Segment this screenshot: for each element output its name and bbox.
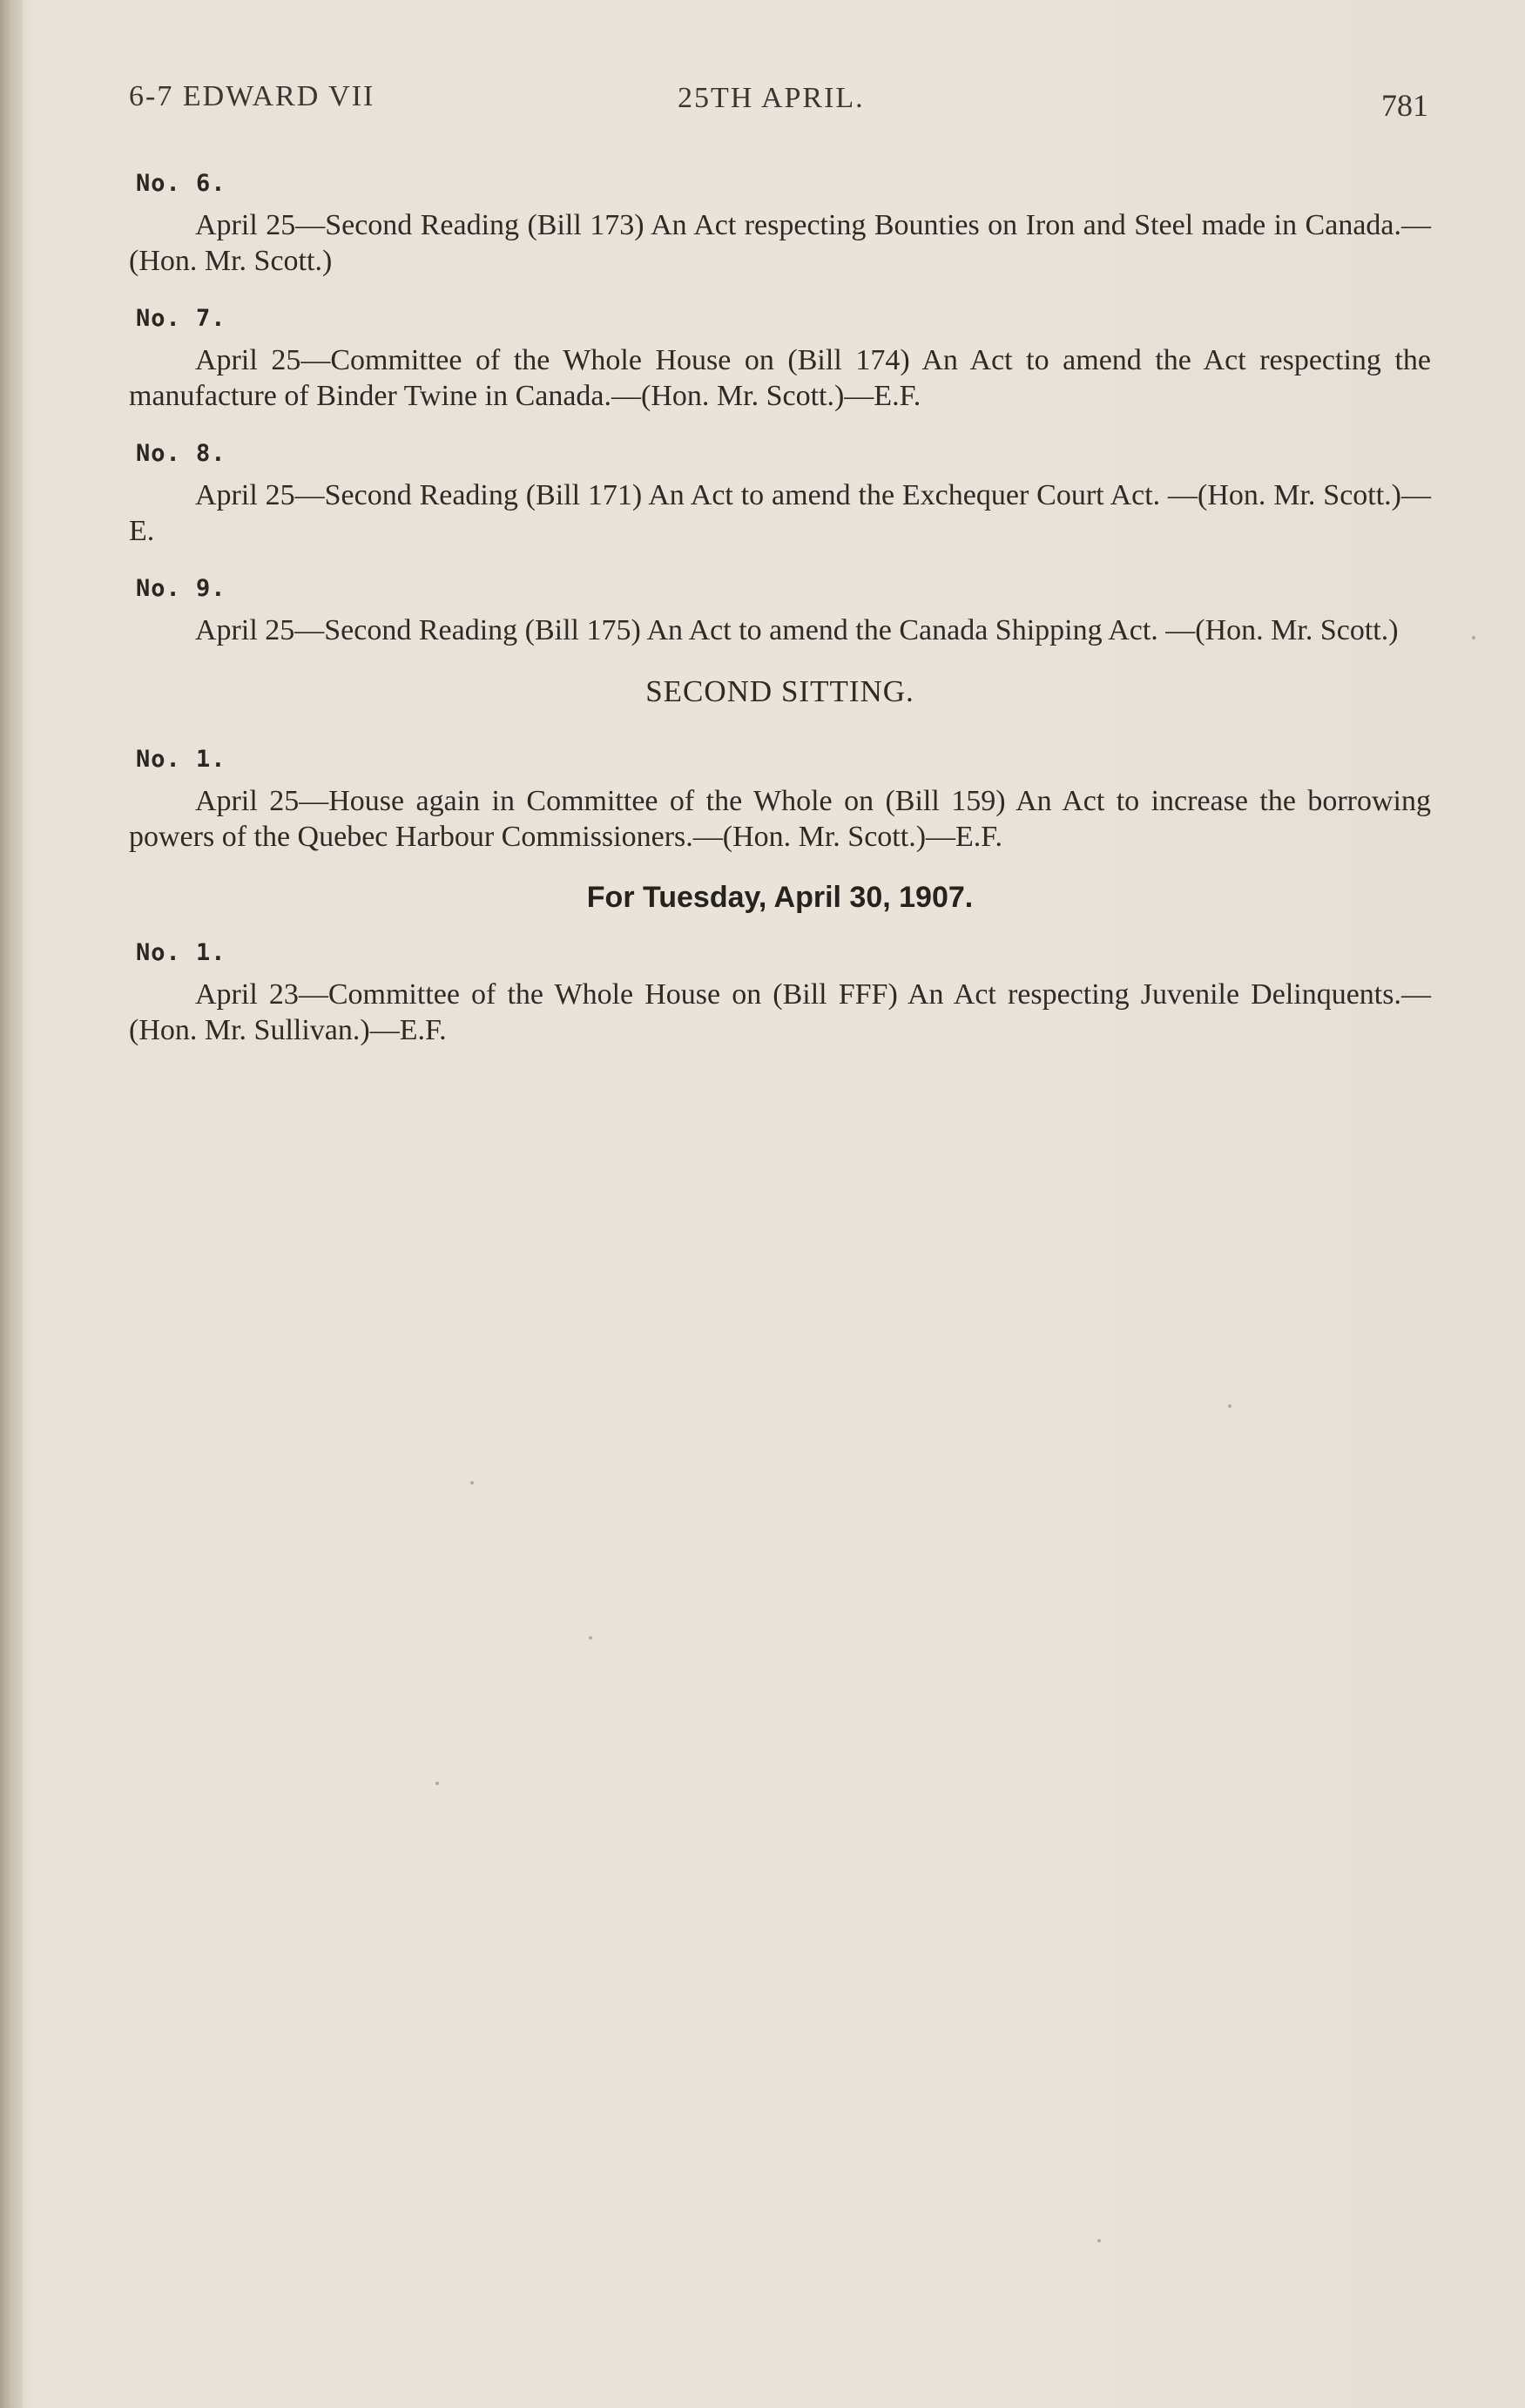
- entry-number: No. 8.: [136, 440, 226, 467]
- book-spine-shadow: [0, 0, 23, 2408]
- entry-number: No. 7.: [136, 305, 226, 332]
- order-entry: [129, 575, 1431, 648]
- order-entry: [129, 305, 1431, 414]
- entry-text: April 25—Second Reading (Bill 171) An Act to amend the Exchequer Court Act. —(Hon. Mr. Scott.)—E.: [129, 479, 1431, 547]
- paper-speck: [589, 1636, 592, 1640]
- paper-speck: [470, 1481, 474, 1485]
- paper-speck: [435, 1782, 439, 1785]
- entry-number: No. 6.: [136, 170, 226, 197]
- paper-speck: [1097, 2239, 1101, 2242]
- running-head: [129, 80, 1435, 124]
- entry-number: No. 1.: [136, 939, 226, 966]
- entry-text: April 25—Second Reading (Bill 175) An Act to amend the Canada Shipping Act. —(Hon. Mr. Scott.): [195, 614, 1399, 646]
- section-heading-second-sitting: SECOND SITTING.: [645, 674, 914, 708]
- order-entry: [129, 746, 1431, 855]
- entry-number: No. 9.: [136, 575, 226, 602]
- entry-text: April 25—Second Reading (Bill 173) An Act respecting Bounties on Iron and Steel made in Canada.—(Hon. Mr. Scott.): [129, 209, 1431, 277]
- order-entry: [129, 440, 1431, 549]
- header-center: 25TH APRIL.: [678, 82, 865, 114]
- header-left: 6-7 EDWARD VII: [129, 80, 375, 112]
- paper-speck: [1472, 636, 1475, 639]
- entry-text: April 23—Committee of the Whole House on (Bill FFF) An Act respecting Juvenile Delinquents.—(Hon. Mr. Sullivan.)—E.F.: [129, 978, 1431, 1046]
- page-number: 781: [1381, 88, 1428, 123]
- entry-number: No. 1.: [136, 746, 226, 773]
- entry-text: April 25—Committee of the Whole House on (Bill 174) An Act to amend the Act respecting the manufacture of Binder Twine in Canada.—(Hon. Mr. Scott.)—E.F.: [129, 344, 1431, 412]
- page-content: [129, 170, 1431, 1074]
- entry-text: April 25—House again in Committee of the Whole on (Bill 159) An Act to increase the borrowing powers of the Quebec Harbour Commissioners.—(Hon. Mr. Scott.)—E.F.: [129, 785, 1431, 853]
- order-entry: [129, 170, 1431, 279]
- order-entry: [129, 939, 1431, 1048]
- paper-speck: [1228, 1404, 1231, 1408]
- section-heading-tuesday: For Tuesday, April 30, 1907.: [586, 881, 974, 914]
